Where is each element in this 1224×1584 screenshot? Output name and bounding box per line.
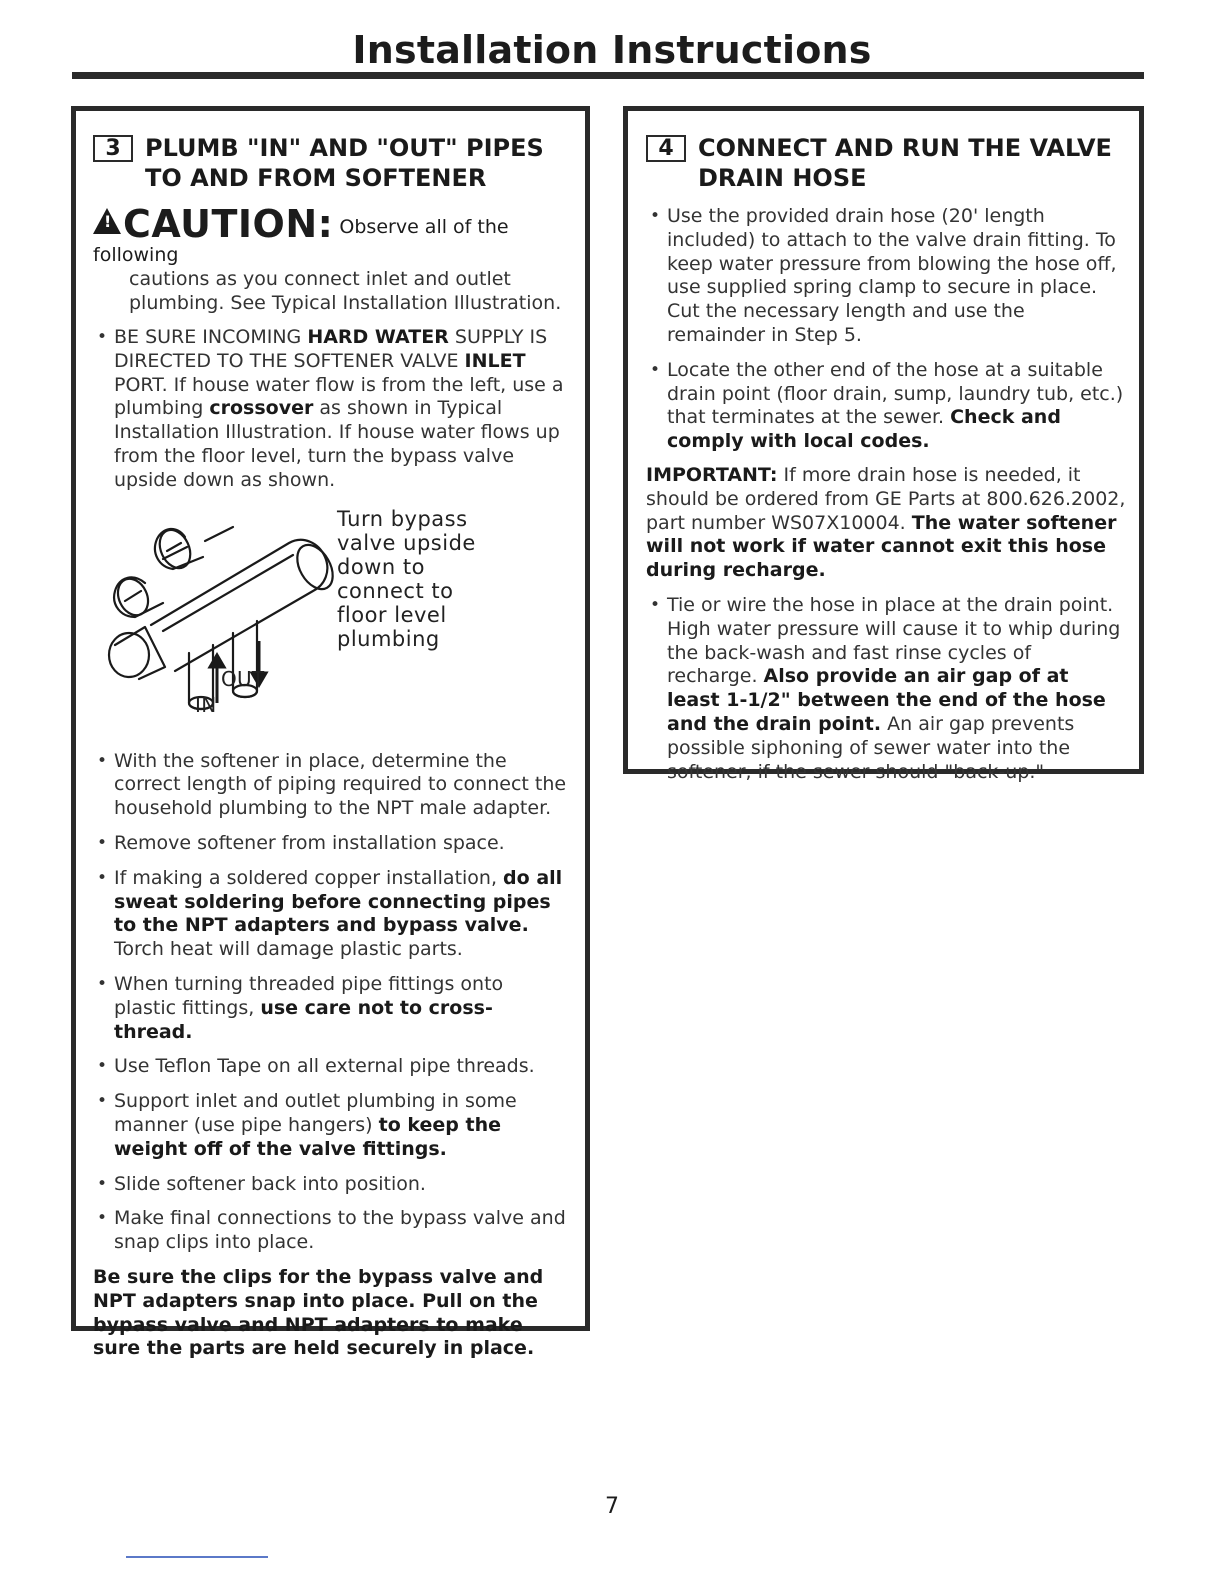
step-3-bullet-support: • Support inlet and outlet plumbing in some manner (use pipe hangers) to keep the weight off of the valve fittings. — [93, 1090, 571, 1161]
caution-block — [93, 202, 571, 315]
step-4-box — [623, 106, 1144, 783]
step-4-title-line-1: CONNECT AND RUN THE VALVE — [698, 134, 1112, 162]
step-4-bullet-drain-hose: • Use the provided drain hose (20' length included) to attach to the valve drain fitting. To keep water pressure from blowing the hose off, use supplied spring clamp to secure in place. Cut the necessary length and use the remainder in Step 5. — [646, 205, 1127, 348]
step-3-title-line-2: TO AND FROM SOFTENER — [145, 164, 487, 192]
step-3-bullet-remove-softener: • Remove softener from installation space. — [93, 832, 571, 856]
step-3-clips-note: Be sure the clips for the bypass valve and NPT adapters snap into place. Pull on the bypass valve and NPT adapters to make sure the parts are held securely in place. — [93, 1265, 544, 1360]
step-3-number: 3 — [93, 135, 133, 162]
warning-icon — [93, 208, 121, 234]
label-in: IN — [195, 692, 217, 717]
label-out: OUT — [221, 666, 265, 691]
caution-text: cautions as you connect inlet and outlet plumbing. See Typical Installation Illustration. — [129, 268, 562, 314]
step-3-bullet-piping-length: • With the softener in place, determine the correct length of piping required to connect the household plumbing to the NPT male adapter. — [93, 750, 571, 821]
step-3-bullet-soldering: • If making a soldered copper installation, do all sweat soldering before connecting pipes to the NPT adapters and bypass valve. Torch heat will damage plastic parts. — [93, 867, 571, 962]
step-4-important-note: IMPORTANT: If more drain hose is needed, it should be ordered from GE Parts at 800.626.2002, part number WS07X10004. The water softener will not work if water cannot exit this hose during recharge. — [646, 463, 1126, 582]
step-4-bullet-air-gap: • Tie or wire the hose in place at the drain point. High water pressure will cause it to whip during the back-wash and fast rinse cycles of recharge. Also provide an air gap of at least 1-1/2" between the end of the hose and the drain point. An air gap prevents possible siphoning of sewer water into the softener, if the sewer should "back-up." — [646, 594, 1127, 784]
page-number: 7 — [605, 1494, 619, 1519]
step-4-title-line-2: DRAIN HOSE — [698, 164, 867, 192]
step-3-bullet-final-connections: • Make final connections to the bypass valve and snap clips into place. — [93, 1207, 571, 1255]
step-3-box — [71, 106, 590, 1360]
step-4-bullet-drain-point: • Locate the other end of the hose at a suitable drain point (floor drain, sump, laundry tub, etc.) that terminates at the sewer. Check and comply with local codes. — [646, 359, 1127, 454]
step-3-bullet-teflon: • Use Teflon Tape on all external pipe threads. — [93, 1055, 571, 1079]
step-4-number: 4 — [646, 135, 686, 162]
step-3-bullet-slide-back: • Slide softener back into position. — [93, 1173, 571, 1197]
footer-rule — [126, 1556, 268, 1558]
step-3-heading — [93, 133, 571, 193]
step-3-bullet-hard-water: • BE SURE INCOMING HARD WATER SUPPLY IS DIRECTED TO THE SOFTENER VALVE INLET PORT. If house water flow is from the left, use a plumbing crossover as shown in Typical Installation Illustration. If house water flows up from the floor level, turn the bypass valve upside down as shown. — [93, 326, 571, 493]
page-title: Installation Instructions — [352, 28, 872, 72]
title-rule — [72, 72, 1144, 79]
bypass-valve-illustration — [93, 507, 343, 739]
diagram-caption: Turn bypass valve upside down to connect to floor level plumbing — [337, 506, 476, 651]
step-4-heading — [646, 133, 1127, 193]
bypass-valve-diagram — [93, 507, 571, 739]
caution-heading: CAUTION: — [123, 202, 334, 246]
step-3-title-line-1: PLUMB "IN" AND "OUT" PIPES — [145, 134, 544, 162]
caution-intro: Observe all of the following — [93, 216, 509, 266]
step-3-bullet-threading: • When turning threaded pipe fittings onto plastic fittings, use care not to cross-thread. — [93, 973, 571, 1044]
